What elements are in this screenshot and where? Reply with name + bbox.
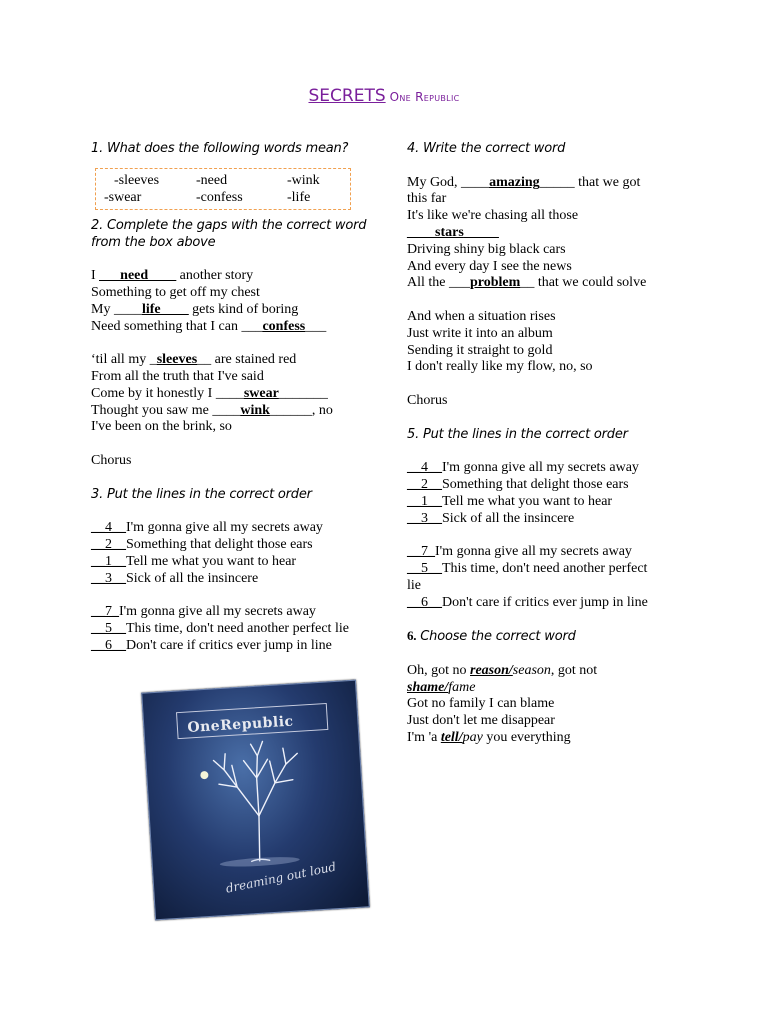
album-band-name: OneRepublic <box>186 713 295 737</box>
word-box-item: -swear <box>104 189 142 205</box>
word-box-item: -confess <box>196 189 243 205</box>
lyric-line: Thought you saw me ____wink______, no <box>91 402 333 418</box>
lyric-line: My God, ____amazing_____ that we got <box>407 174 641 190</box>
lyric-line: I'm 'a tell/pay you everything <box>407 729 571 745</box>
artist-name: One Republic <box>389 90 460 104</box>
section-1-heading: 1. What does the following words mean? <box>91 141 349 156</box>
lyric-line: ____stars_____ <box>407 224 499 240</box>
lyric-line: Something to get off my chest <box>91 284 260 300</box>
left-column <box>91 141 381 655</box>
song-title: SECRETS <box>308 86 386 106</box>
lyric-line: Just write it into an album <box>407 325 553 341</box>
lyric-line: I've been on the brink, so <box>91 419 232 435</box>
lyric-line: All the ___problem__ that we could solve <box>407 275 647 291</box>
lyric-line: shame/fame <box>407 679 476 695</box>
section-6-heading: 6. Choose the correct word <box>407 628 576 645</box>
lyric-line: From all the truth that I've said <box>91 368 264 384</box>
word-box-item: -sleeves <box>114 172 160 188</box>
order-line: __5__This time, don't need another perfect <box>407 560 648 576</box>
album-title: dreaming out loud <box>224 859 338 896</box>
lyric-line: I ___need____ another story <box>91 268 254 284</box>
right-column <box>407 141 697 747</box>
order-line: __4__I'm gonna give all my secrets away <box>91 520 323 536</box>
lyric-line: Oh, got no reason/season, got not <box>407 662 598 678</box>
word-box-item: -need <box>196 172 228 188</box>
section-2-heading: 2. Complete the gaps with the correct word from the box above <box>91 217 367 250</box>
lyric-line: I don't really like my flow, no, so <box>407 359 593 375</box>
word-box <box>95 168 351 210</box>
lyric-line: And when a situation rises <box>407 308 556 324</box>
worksheet-title <box>0 86 768 106</box>
order-line: __6__Don't care if critics ever jump in line <box>407 594 648 610</box>
lyric-line: My ____life____ gets kind of boring <box>91 301 299 317</box>
order-line: __5__This time, don't need another perfect lie <box>91 620 349 636</box>
order-line: __3__Sick of all the insincere <box>407 510 575 526</box>
lyric-line: And every day I see the news <box>407 258 572 274</box>
lyric-line: ‘til all my _sleeves__ are stained red <box>91 352 297 368</box>
order-line: __2__Something that delight those ears <box>91 536 313 552</box>
order-line: __3__Sick of all the insincere <box>91 570 259 586</box>
order-line: lie <box>407 577 421 593</box>
order-line: __1__Tell me what you want to hear <box>407 493 613 509</box>
lyric-line: It's like we're chasing all those <box>407 208 579 224</box>
chorus-label: Chorus <box>407 392 448 408</box>
order-line: __7_I'm gonna give all my secrets away <box>407 544 632 560</box>
order-line: __4__I'm gonna give all my secrets away <box>407 460 639 476</box>
order-line: __2__Something that delight those ears <box>407 476 629 492</box>
lyric-line: Got no family I can blame <box>407 696 555 712</box>
lyric-line: Just don't let me disappear <box>407 713 555 729</box>
section-4-heading: 4. Write the correct word <box>407 141 566 156</box>
chorus-label: Chorus <box>91 452 132 468</box>
word-box-item: -life <box>287 189 311 205</box>
order-line: __7_I'm gonna give all my secrets away <box>91 604 316 620</box>
order-line: __6__Don't care if critics ever jump in line <box>91 637 332 653</box>
lyric-line: this far <box>407 191 447 207</box>
order-line: __1__Tell me what you want to hear <box>91 553 297 569</box>
lyric-line: Need something that I can ___confess___ <box>91 318 327 334</box>
word-box-item: -wink <box>287 172 320 188</box>
album-cover-image <box>141 680 370 921</box>
lyric-line: Driving shiny big black cars <box>407 241 566 257</box>
section-5-heading: 5. Put the lines in the correct order <box>407 426 628 442</box>
section-3-heading: 3. Put the lines in the correct order <box>91 486 312 502</box>
lyric-line: Come by it honestly I ____swear_______ <box>91 385 328 401</box>
lyric-line: Sending it straight to gold <box>407 342 553 358</box>
